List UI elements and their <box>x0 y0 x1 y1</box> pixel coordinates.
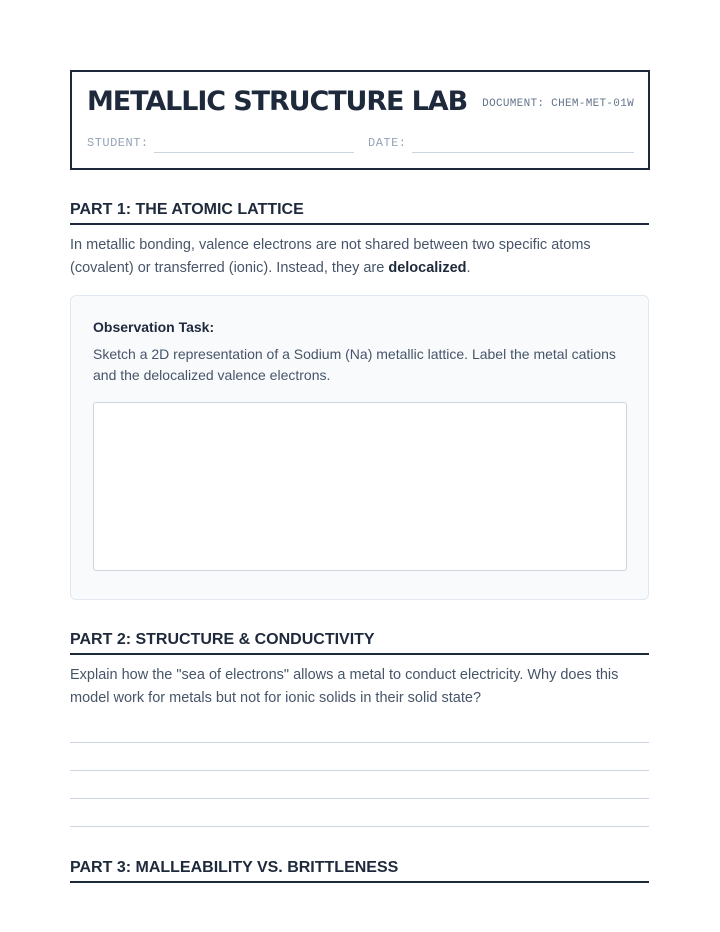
document-id: DOCUMENT: CHEM-MET-01W <box>482 98 634 110</box>
answer-line[interactable] <box>70 798 649 799</box>
part2-question: Explain how the "sea of electrons" allows a metal to conduct electricity. Why does this model work for metals but not for ionic solids in their solid state? <box>70 667 619 706</box>
student-label: STUDENT: <box>87 136 149 150</box>
sketch-area[interactable] <box>93 402 627 571</box>
date-label: DATE: <box>368 136 407 150</box>
answer-line[interactable] <box>70 742 649 743</box>
document-title: METALLIC STRUCTURE LAB <box>87 86 468 117</box>
part1-title: PART 1: THE ATOMIC LATTICE <box>70 201 649 225</box>
task-instructions: Sketch a 2D representation of a Sodium (Na) metallic lattice. Label the metal cations and the delocalized valence electrons. <box>93 346 616 383</box>
task-heading: Observation Task: <box>93 319 215 335</box>
part2-title: PART 2: STRUCTURE & CONDUCTIVITY <box>70 631 649 655</box>
part3-title: PART 3: MALLEABILITY VS. BRITTLENESS <box>70 859 649 883</box>
part1-intro <box>70 234 652 280</box>
part1-intro-end: . <box>466 260 471 276</box>
observation-task-card <box>70 295 649 600</box>
date-field[interactable] <box>412 152 634 153</box>
document-header <box>70 70 650 170</box>
answer-line[interactable] <box>70 826 649 827</box>
student-name-field[interactable] <box>154 152 354 153</box>
part1-intro-text: In metallic bonding, valence electrons are not shared between two specific atoms (covalent) or transferred (ionic). Instead, they are <box>70 237 591 276</box>
part1-intro-emphasis: delocalized <box>388 260 467 276</box>
answer-line[interactable] <box>70 770 649 771</box>
